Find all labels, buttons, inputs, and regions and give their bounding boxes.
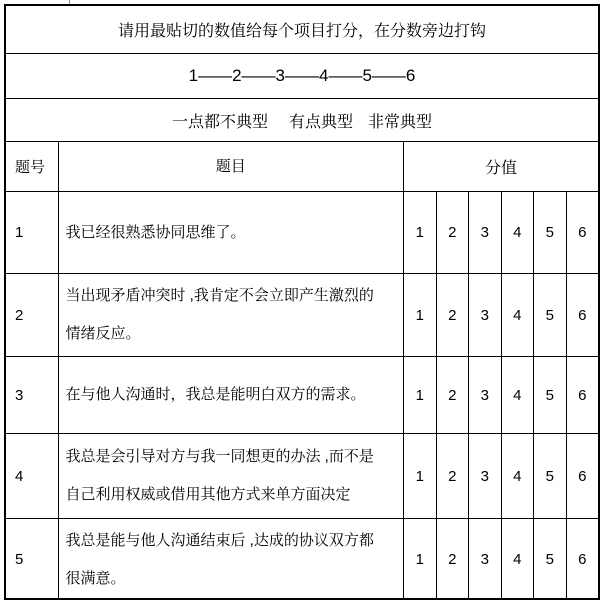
item-text-line: 情绪反应。 (65, 325, 141, 342)
score-cell-2[interactable]: 2 (437, 274, 470, 356)
item-number: 2 (6, 274, 59, 356)
item-number: 1 (6, 192, 59, 273)
score-cell-3[interactable]: 3 (469, 519, 502, 600)
scale-labels-row (6, 99, 598, 142)
table-row (6, 192, 598, 274)
instructions-title: 请用最贴切的数值给每个项目打分，在分数旁边打钩 (117, 23, 486, 40)
score-cell-2[interactable]: 2 (437, 519, 470, 600)
item-number: 4 (6, 434, 59, 518)
score-cell-4[interactable]: 4 (502, 434, 535, 518)
score-cell-3[interactable]: 3 (469, 192, 502, 273)
score-cell-6[interactable]: 6 (578, 306, 587, 324)
score-cell-5[interactable]: 5 (534, 192, 567, 273)
score-cell-2[interactable]: 2 (437, 434, 470, 518)
score-cell-1[interactable]: 1 (404, 274, 437, 356)
column-header-row (6, 142, 598, 192)
score-cell-2[interactable]: 2 (437, 192, 470, 273)
item-text (59, 519, 405, 600)
item-text (59, 274, 405, 356)
items-container (6, 192, 598, 600)
score-cell-2[interactable]: 2 (437, 357, 470, 433)
item-text-line: 我总是能与他人沟通结束后 ,达成的协议双方都 (65, 531, 374, 549)
instructions-row (6, 6, 598, 54)
item-text-line: 在与他人沟通时，我总是能明白双方的需求。 (65, 386, 366, 403)
score-cell-1[interactable]: 1 (404, 519, 437, 600)
score-cell-5[interactable]: 5 (534, 357, 567, 433)
score-cell-1[interactable]: 1 (404, 357, 437, 433)
table-row (6, 434, 598, 519)
item-number: 3 (6, 357, 59, 433)
table-row (6, 357, 598, 434)
item-text-line: 自己利用权威或借用其他方式来单方面决定 (65, 486, 351, 503)
column-header-item-number: 题号 (6, 142, 59, 191)
scale-label-very-typical: 非常典型 (368, 113, 433, 131)
column-header-item-text: 题目 (59, 142, 405, 191)
score-cell-3[interactable]: 3 (469, 357, 502, 433)
item-text (59, 357, 405, 433)
score-cell-4[interactable]: 4 (502, 192, 535, 273)
score-cell-5[interactable]: 5 (534, 274, 567, 356)
item-number: 5 (6, 519, 59, 600)
score-cell-1[interactable]: 1 (404, 192, 437, 273)
score-cell-1[interactable]: 1 (404, 434, 437, 518)
scale-row (6, 54, 598, 99)
item-text (59, 192, 405, 273)
score-cell-3[interactable]: 3 (469, 434, 502, 518)
table-row (6, 274, 598, 357)
score-cell-6[interactable]: 6 (578, 386, 587, 404)
score-cell-4[interactable]: 4 (502, 519, 535, 600)
item-text-line: 我已经很熟悉协同思维了。 (65, 223, 246, 241)
questionnaire-table (4, 4, 600, 600)
item-text-line: 很满意。 (65, 569, 126, 587)
item-text-line: 我总是会引导对方与我一同想更的办法 ,而不是 (65, 448, 374, 465)
scale-label-not-typical: 一点都不典型 (171, 113, 268, 131)
score-cell-5[interactable]: 5 (534, 519, 567, 600)
score-cell-6[interactable]: 6 (578, 551, 587, 568)
table-row (6, 519, 598, 600)
score-cell-6[interactable]: 6 (578, 467, 587, 485)
scale-line: 1——2——3——4——5——6 (188, 66, 416, 85)
score-cell-3[interactable]: 3 (469, 274, 502, 356)
score-cell-5[interactable]: 5 (534, 434, 567, 518)
score-cell-6[interactable]: 6 (578, 224, 587, 241)
item-text-line: 当出现矛盾冲突时 ,我肯定不会立即产生激烈的 (65, 287, 374, 304)
column-header-score: 分值 (484, 160, 517, 177)
score-cell-4[interactable]: 4 (502, 274, 535, 356)
item-text (59, 434, 405, 518)
score-cell-4[interactable]: 4 (502, 357, 535, 433)
scale-label-somewhat-typical: 有点典型 (288, 113, 353, 131)
scale-labels (6, 99, 598, 141)
